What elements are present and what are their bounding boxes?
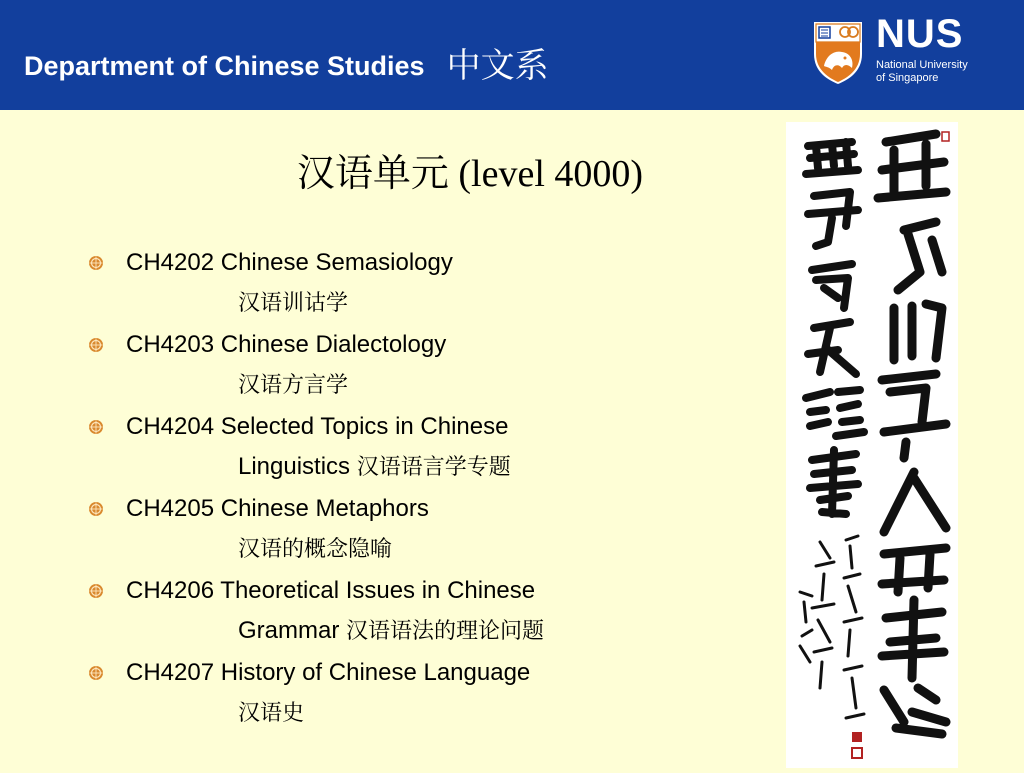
course-item [88, 410, 748, 492]
course-title [126, 246, 453, 280]
course-item [88, 328, 748, 410]
calligraphy-artwork [786, 122, 958, 768]
seal-icon [852, 748, 862, 758]
course-subtitle [238, 368, 348, 403]
course-item [88, 574, 748, 656]
nus-wordmark: NUS [876, 12, 964, 56]
course-code: CH4203 [126, 331, 215, 358]
course-subtitle [238, 614, 544, 649]
course-code: CH4206 [126, 577, 215, 604]
course-item [88, 656, 748, 738]
course-name-zh: 汉语的概念隐喻 [238, 537, 393, 562]
course-name-zh: 汉语语言学专题 [356, 455, 511, 480]
course-title [126, 492, 429, 526]
course-name-en: Chinese Semasiology [220, 249, 453, 276]
course-subtitle [238, 696, 304, 731]
department-title [24, 36, 549, 85]
course-name-zh: 汉语语法的理论问题 [346, 619, 545, 644]
course-name-en-cont: Linguistics [238, 453, 351, 480]
bullet-icon [88, 501, 104, 517]
course-code: CH4205 [126, 495, 215, 522]
bullet-icon [88, 255, 104, 271]
course-subtitle [238, 532, 392, 567]
course-title [126, 328, 446, 362]
course-title [126, 410, 508, 444]
slide-title: 汉语单元 (level 4000) [296, 153, 644, 195]
nus-logo [812, 12, 992, 92]
nus-subtitle-line2: of Singapore [876, 72, 939, 84]
calligraphy-scroll-image [786, 122, 958, 768]
header-bar [0, 0, 1024, 110]
course-title [126, 656, 530, 690]
bullet-icon [88, 665, 104, 681]
bullet-icon [88, 337, 104, 353]
bullet-icon [88, 583, 104, 599]
course-name-zh: 汉语史 [238, 701, 305, 726]
course-subtitle [238, 286, 348, 321]
department-title-zh: 中文系 [446, 46, 549, 86]
course-subtitle [238, 450, 511, 485]
course-code: CH4202 [126, 249, 215, 276]
course-name-zh: 汉语训诂学 [238, 291, 349, 316]
course-title [126, 574, 535, 608]
nus-crest-icon [812, 20, 864, 86]
course-name-en: Chinese Metaphors [220, 495, 429, 522]
course-item [88, 492, 748, 574]
course-code: CH4207 [126, 659, 215, 686]
course-code: CH4204 [126, 413, 215, 440]
nus-subtitle [876, 59, 968, 85]
course-name-en: History of Chinese Language [220, 659, 531, 686]
seal-icon [942, 132, 949, 141]
course-name-en: Selected Topics in Chinese [220, 413, 509, 440]
nus-subtitle-line1: National University [876, 59, 968, 71]
course-list [88, 246, 748, 738]
course-name-en: Theoretical Issues in Chinese [220, 577, 536, 604]
course-name-en-cont: Grammar [238, 617, 340, 644]
bullet-icon [88, 419, 104, 435]
course-name-en: Chinese Dialectology [220, 331, 447, 358]
course-name-zh: 汉语方言学 [238, 373, 349, 398]
seal-icon [852, 732, 862, 742]
course-item [88, 246, 748, 328]
department-title-en: Department of Chinese Studies [24, 51, 425, 81]
